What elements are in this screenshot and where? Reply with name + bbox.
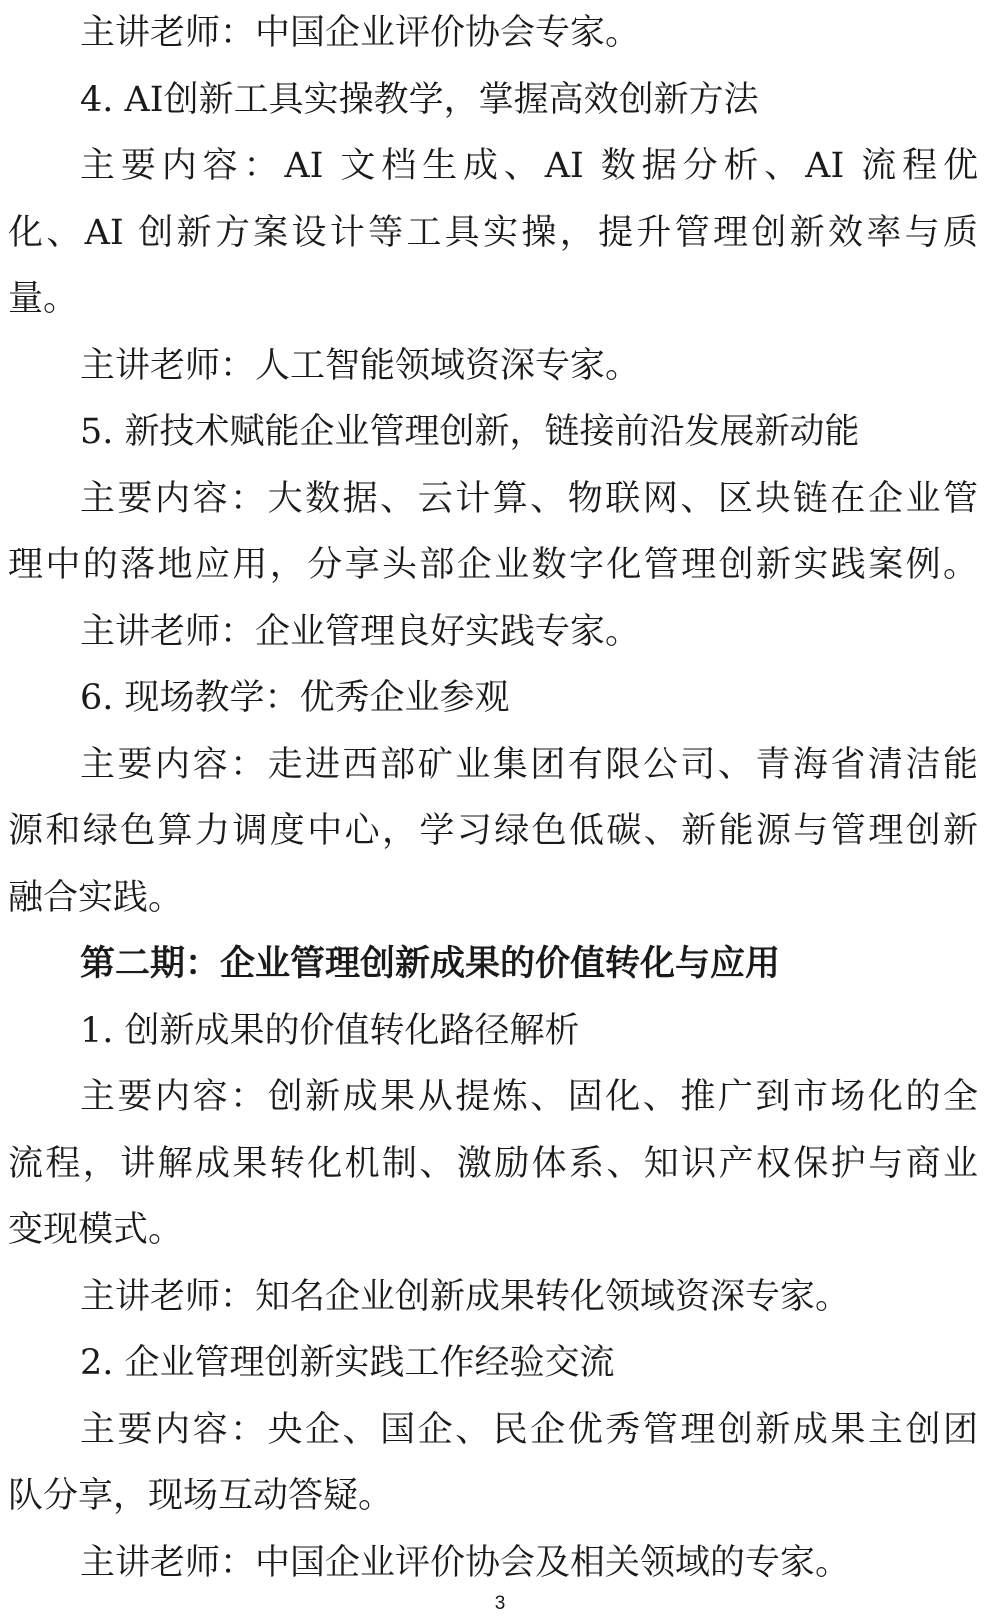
section-item-title: 1. 创新成果的价值转化路径解析 bbox=[80, 1010, 580, 1051]
section-item-title: 6. 现场教学：优秀企业参观 bbox=[80, 678, 510, 718]
paragraph-line: 理中的落地应用，分享头部企业数字化管理创新实践案例。 bbox=[8, 545, 978, 585]
section-item-title: 4. AI创新工具实操教学，掌握高效创新方法 bbox=[80, 79, 759, 120]
paragraph-line: 队分享，现场互动答疑。 bbox=[8, 1476, 394, 1516]
paragraph-line: 主要内容：走进西部矿业集团有限公司、青海省清洁能 bbox=[80, 744, 978, 785]
section-item-title: 5. 新技术赋能企业管理创新，链接前沿发展新动能 bbox=[80, 412, 860, 452]
paragraph-line: 主讲老师：中国企业评价协会专家。 bbox=[80, 13, 641, 53]
paragraph-line: 量。 bbox=[8, 279, 79, 319]
page-number: 3 bbox=[494, 1593, 506, 1614]
paragraph-line: 融合实践。 bbox=[8, 877, 184, 918]
document-page bbox=[8, 0, 978, 1596]
paragraph-line: 变现模式。 bbox=[8, 1210, 184, 1250]
paragraph-line: 主要内容：创新成果从提炼、固化、推广到市场化的全 bbox=[80, 1077, 978, 1117]
paragraph-line: 主讲老师：中国企业评价协会及相关领域的专家。 bbox=[80, 1542, 851, 1583]
paragraph-line: 流程，讲解成果转化机制、激励体系、知识产权保护与商业 bbox=[8, 1143, 978, 1184]
section-item-title: 2. 企业管理创新实践工作经验交流 bbox=[80, 1343, 615, 1383]
paragraph-line: 主讲老师：知名企业创新成果转化领域资深专家。 bbox=[80, 1276, 851, 1317]
paragraph-line: 化、AI 创新方案设计等工具实操，提升管理创新效率与质 bbox=[8, 212, 978, 253]
paragraph-line: 主讲老师：人工智能领域资深专家。 bbox=[80, 345, 641, 386]
paragraph-line: 源和绿色算力调度中心，学习绿色低碳、新能源与管理创新 bbox=[8, 811, 978, 851]
paragraph-line: 主要内容：大数据、云计算、物联网、区块链在企业管 bbox=[80, 478, 978, 519]
section-heading: 第二期：企业管理创新成果的价值转化与应用 bbox=[80, 944, 781, 984]
paragraph-line: 主讲老师：企业管理良好实践专家。 bbox=[80, 611, 641, 652]
paragraph-line: 主要内容：AI 文档生成、AI 数据分析、AI 流程优 bbox=[80, 146, 978, 186]
paragraph-line: 主要内容：央企、国企、民企优秀管理创新成果主创团 bbox=[80, 1409, 978, 1450]
